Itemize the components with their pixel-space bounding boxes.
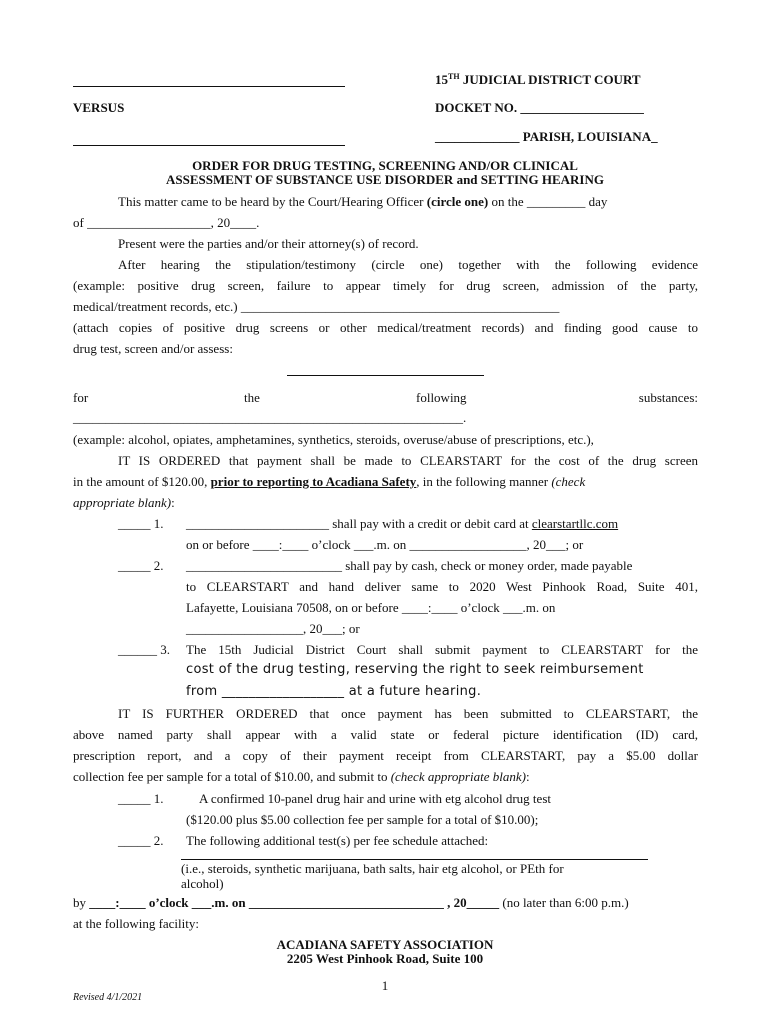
colon: : — [525, 769, 530, 784]
circle-one-label: (circle one) — [426, 194, 489, 209]
deadline-note: (no later than 6:00 p.m.) — [502, 895, 629, 910]
option1-checkbox[interactable]: _____ 1. — [118, 516, 164, 531]
ordered-line3 — [73, 495, 175, 511]
hearing-day-field[interactable]: on the _________ day — [491, 194, 608, 209]
facility-name: ACADIANA SAFETY ASSOCIATION — [276, 937, 494, 952]
collection-fee-text: collection fee per sample for a total of $10.00, and submit to — [73, 769, 388, 784]
following-word: following — [416, 390, 467, 405]
further-ordered-line3: prescription report, and a copy of their payment receipt from CLEARSTART, pay a $5.00 dollar — [73, 748, 698, 763]
test2-example-text-cont: alcohol) — [181, 876, 224, 891]
facility-label: at the following facility: — [73, 916, 199, 931]
hearing-date-field[interactable]: of ___________________, 20____. — [73, 215, 260, 230]
ordered-line2 — [73, 474, 698, 490]
test1-text: A confirmed 10-panel drug hair and urine with etg alcohol drug test — [199, 791, 551, 806]
test2-line[interactable] — [181, 859, 648, 860]
option3-reimbursement-text: cost of the drug testing, reserving the right to seek reimbursement — [186, 662, 644, 677]
revised-date: Revised 4/1/2021 — [73, 992, 143, 1003]
ordered-line1: IT IS ORDERED that payment shall be made to CLEARSTART for the cost of the drug screen — [118, 453, 698, 468]
parties-present-text: Present were the parties and/or their attorney(s) of record. — [118, 236, 419, 251]
court-name: JUDICIAL DISTRICT COURT — [462, 72, 641, 87]
prior-to-reporting-text: prior to reporting to Acadiana Safety — [210, 474, 417, 489]
evidence-text-line2: (example: positive drug screen, failure to appear timely for drug screen, admission of the party, — [73, 278, 698, 293]
test1-checkbox[interactable]: _____ 1. — [118, 791, 164, 806]
further-ordered-line4 — [73, 769, 530, 785]
option3-text: The 15th Judicial District Court shall submit payment to CLEARSTART for the — [186, 642, 698, 657]
check-blank-text: (check appropriate blank) — [390, 769, 526, 784]
option2-date-field[interactable]: __________________, 20___; or — [186, 621, 360, 636]
manner-text: , in the following manner — [416, 474, 549, 489]
parish-field[interactable]: _____________ PARISH, LOUISIANA_ — [435, 129, 658, 144]
option3-hearing-field[interactable]: from __________________ at a future hearing. — [186, 684, 482, 699]
defendant-line — [73, 145, 345, 146]
option2-payer-field[interactable]: ________________________ shall pay by cash, check or money order, made payable — [186, 558, 633, 573]
appearance-deadline — [73, 895, 629, 911]
option2-address-text: to CLEARSTART and hand deliver same to 2020 West Pinhook Road, Suite 401, — [186, 579, 698, 594]
assess-text: drug test, screen and/or assess: — [73, 341, 233, 356]
appropriate-blank-text: appropriate blank) — [73, 495, 172, 510]
court-heading — [435, 72, 641, 88]
evidence-field[interactable]: medical/treatment records, etc.) _________________________________________________ — [73, 299, 560, 314]
option1-payer-field[interactable]: ______________________ shall pay with a credit or debit card at — [186, 516, 529, 531]
hearing-paragraph — [118, 194, 607, 210]
page-number: 1 — [381, 978, 389, 993]
substances-word: substances: — [638, 390, 698, 405]
by-word: by — [73, 895, 86, 910]
order-title-line1: ORDER FOR DRUG TESTING, SCREENING AND/OR CLINICAL — [192, 158, 578, 173]
amount-text: in the amount of $120.00, — [73, 474, 208, 489]
court-number: 15 — [435, 72, 448, 87]
option1-text — [186, 516, 618, 532]
test2-example-text: (i.e., steroids, synthetic marijuana, bath salts, hair etg alcohol, or PEth for — [181, 861, 564, 876]
clearstart-link[interactable]: clearstartllc.com — [531, 516, 619, 531]
option1-date-field[interactable]: on or before ____:____ o’clock ___.m. on __________________, 20___; or — [186, 537, 584, 552]
for-word: for — [73, 390, 89, 405]
option3-checkbox[interactable]: ______ 3. — [118, 642, 170, 657]
option2-checkbox[interactable]: _____ 2. — [118, 558, 164, 573]
facility-address: 2205 West Pinhook Road, Suite 100 — [286, 951, 484, 966]
option2-time-field[interactable]: Lafayette, Louisiana 70508, on or before ____:____ o’clock ___.m. on — [186, 600, 556, 615]
substances-field[interactable]: ____________________________________________________________. — [73, 410, 467, 425]
substances-example: (example: alcohol, opiates, amphetamines, synthetics, steroids, overuse/abuse of prescriptions, etc.), — [73, 432, 594, 447]
evidence-text-line4: (attach copies of positive drug screens or other medical/treatment records) and finding good cause to — [73, 320, 698, 335]
check-text: (check — [551, 474, 586, 489]
test1-fee-text: ($120.00 plus $5.00 collection fee per sample for a total of $10.00); — [186, 812, 539, 827]
court-number-suffix: TH — [448, 72, 460, 81]
further-ordered-line1: IT IS FURTHER ORDERED that once payment has been submitted to CLEARSTART, the — [118, 706, 698, 721]
docket-number-field[interactable]: DOCKET NO. ___________________ — [435, 100, 644, 115]
test2-text: The following additional test(s) per fee schedule attached: — [186, 833, 489, 848]
test2-checkbox[interactable]: _____ 2. — [118, 833, 164, 848]
evidence-text-line1: After hearing the stipulation/testimony (circle one) together with the following evidence — [118, 257, 698, 272]
assessment-line — [287, 375, 484, 376]
the-word: the — [244, 390, 260, 405]
order-title-line2: ASSESSMENT OF SUBSTANCE USE DISORDER and SETTING HEARING — [166, 172, 604, 187]
further-ordered-line2: above named party shall appear with a valid state or federal picture identification (ID) card, — [73, 727, 698, 742]
colon: : — [171, 495, 175, 510]
hearing-text: This matter came to be heard by the Court/Hearing Officer — [118, 194, 424, 209]
appearance-date-field[interactable]: ____:____ o’clock ___.m. on ______________________________ , 20_____ — [89, 895, 500, 910]
plaintiff-line — [73, 86, 345, 87]
versus-label: VERSUS — [73, 100, 125, 115]
